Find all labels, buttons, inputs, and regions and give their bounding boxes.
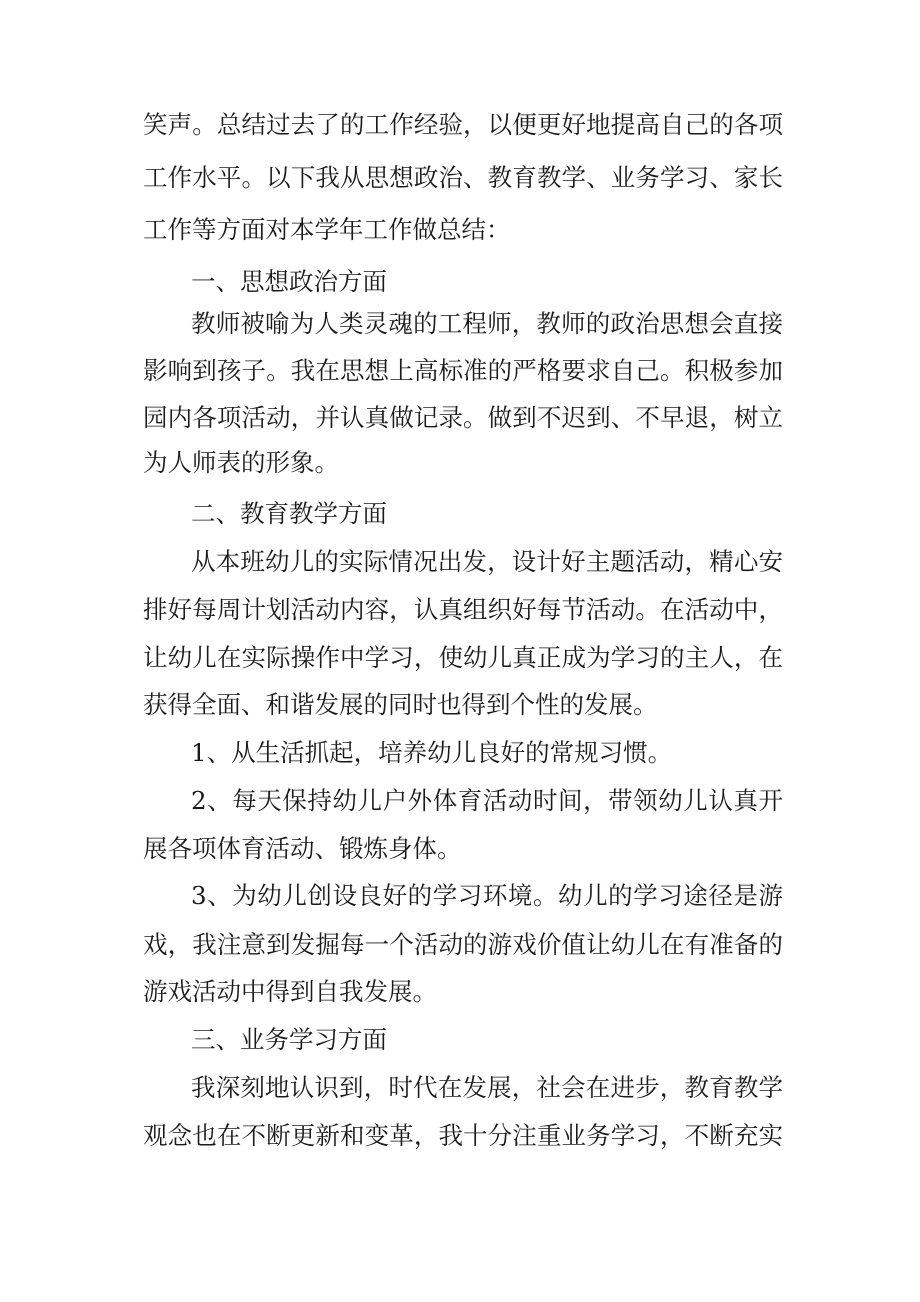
text-line: 工作水平。以下我从思想政治、教育教学、业务学习、家长 <box>143 163 783 192</box>
text-line: 展各项体育活动、锻炼身体。 <box>143 834 462 863</box>
text-line: 游戏活动中得到自我发展。 <box>143 977 437 1006</box>
text-line: 戏，我注意到发掘每一个活动的游戏价值让幼儿在有准备的 <box>143 930 783 959</box>
text-line: 观念也在不断更新和变革，我十分注重业务学习，不断充实 <box>143 1121 783 1150</box>
text-line: 排好每周计划活动内容，认真组织好每节活动。在活动中， <box>143 595 783 624</box>
text-line: 工作等方面对本学年工作做总结： <box>143 215 511 244</box>
list-item: 3、为幼儿创设良好的学习环境。幼儿的学习途径是游 <box>191 881 783 910</box>
section-heading: 一、思想政治方面 <box>191 267 387 296</box>
list-item: 2、每天保持幼儿户外体育活动时间，带领幼儿认真开 <box>191 786 783 815</box>
text-line: 我深刻地认识到，时代在发展，社会在进步，教育教学 <box>191 1073 783 1102</box>
text-line: 让幼儿在实际操作中学习，使幼儿真正成为学习的主人，在 <box>143 643 783 672</box>
section-heading: 二、教育教学方面 <box>191 499 387 528</box>
text-line: 从本班幼儿的实际情况出发，设计好主题活动，精心安 <box>191 547 783 576</box>
section-heading: 三、业务学习方面 <box>191 1025 387 1054</box>
text-line: 园内各项活动，并认真做记录。做到不迟到、不早退，树立 <box>143 403 783 432</box>
text-line: 教师被喻为人类灵魂的工程师，教师的政治思想会直接 <box>191 309 783 338</box>
text-line: 获得全面、和谐发展的同时也得到个性的发展。 <box>143 690 658 719</box>
list-item: 1、从生活抓起，培养幼儿良好的常规习惯。 <box>191 738 673 767</box>
text-line: 影响到孩子。我在思想上高标准的严格要求自己。积极参加 <box>143 356 783 385</box>
text-line: 笑声。总结过去了的工作经验，以便更好地提高自己的各项 <box>143 110 783 139</box>
text-line: 为人师表的形象。 <box>143 448 339 477</box>
